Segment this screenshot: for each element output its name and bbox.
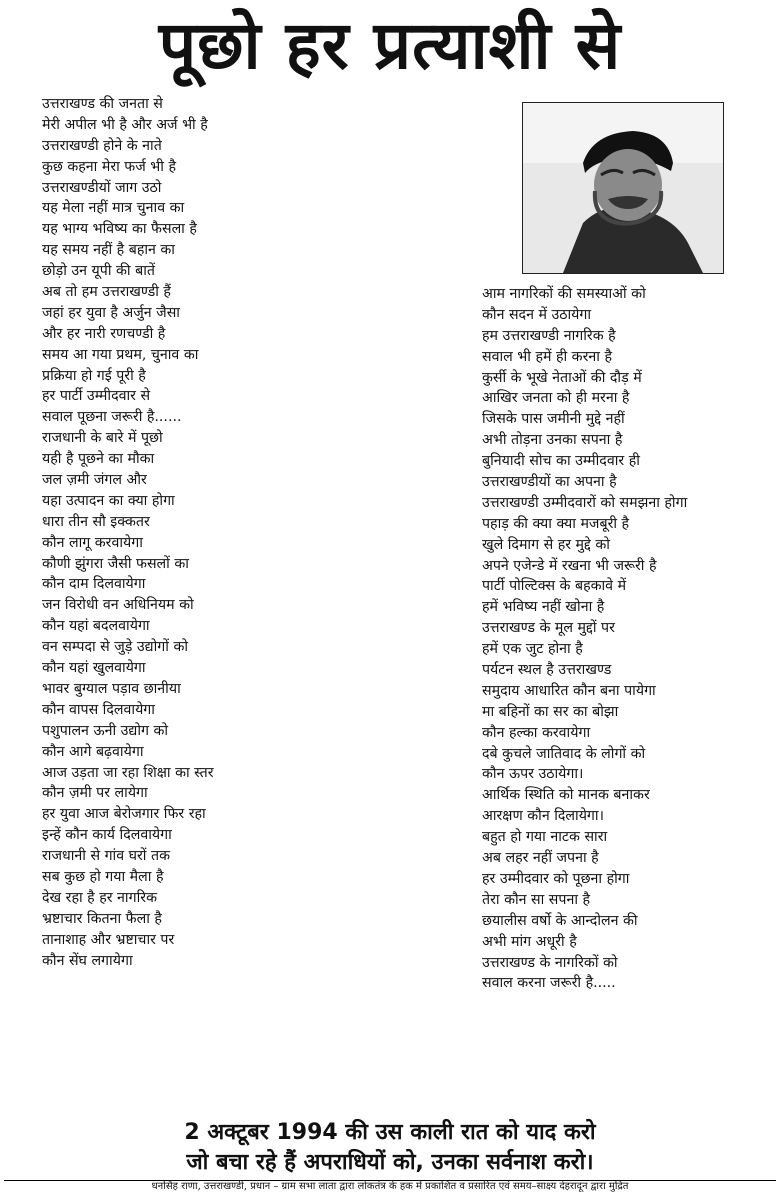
poem-line: यह भाग्य भविष्य का फैसला है [42,221,197,238]
portrait-photo-icon [523,103,723,273]
poem-line: यह मेला नहीं मात्र चुनाव का [42,200,185,217]
poem-line: और हर नारी रणचण्डी है [42,325,166,342]
poem-line: हर पार्टी उम्मीदवार से [42,388,151,405]
poem-line: खुले दिमाग से हर मुद्दे को [482,536,610,553]
poem-line: उत्तराखण्डीयों जाग उठो [42,179,162,196]
poem-line: बुनियादी सोच का उम्मीदवार ही [482,453,640,470]
poem-line: पशुपालन ऊनी उद्योग को [42,722,169,739]
poem-line: कुछ कहना मेरा फर्ज भी है [42,158,176,175]
poem-line: आज उड़ता जा रहा शिक्षा का स्तर [42,764,214,781]
poem-line: प्रक्रिया हो गई पूरी है [42,367,146,384]
poem-line: मेरी अपील भी है और अर्ज भी है [42,116,208,133]
poem-line: हर उम्मीदवार को पूछना होगा [482,870,630,887]
poem-line: अपने एजेन्डे में रखना भी जरूरी है [482,557,657,574]
poem-line: अब तो हम उत्तराखण्डी हैं [42,284,171,301]
poem-line: धारा तीन सौ इक्कतर [42,513,150,530]
poem-line: उत्तराखण्डीयों का अपना है [482,474,617,491]
poem-line: तानाशाह और भ्रष्टाचार पर [42,931,175,948]
poem-line: जल ज़मी जंगल और [42,472,147,489]
footer-credit: धनसिंह राणा, उत्तराखण्डी, प्रधान – ग्राम सभा लाता द्वारा लोकतंत्र के हक में प्रकाशित व प्रसारित एवं समय–साक्ष्य देहरादून द्वारा मुद्रित [151,1181,629,1192]
poem-line: समुदाय आधारित कौन बना पायेगा [482,682,656,699]
portrait-photo [522,102,724,274]
poem-line: कौन सदन में उठायेगा [482,306,592,323]
slogan-line-2: जो बचा रहे हैं अपराधियों को, उनका सर्वनाश करो। [186,1150,594,1175]
poem-line: कौन वापस दिलवायेगा [42,701,155,718]
poem-line: राजधानी से गांव घरों तक [42,848,170,865]
poem-line: वन सम्पदा से जुड़े उद्योगों को [42,639,189,656]
poem-line: पार्टी पोल्टिक्स के बहकावे में [482,578,627,595]
poem-line: हर युवा आज बेरोजगार फिर रहा [42,806,206,823]
poem-line: आखिर जनता को ही मरना है [482,390,630,407]
slogan-line-1: 2 अक्टूबर 1994 की उस काली रात को याद करो [184,1120,596,1145]
poem-line: यह समय नहीं है बहान का [42,242,175,259]
poem-line: दबे कुचले जातिवाद के लोगों को [482,745,646,762]
poem-line: कौन दाम दिलवायेगा [42,576,146,593]
poem-line: कौन ज़मी पर लायेगा [42,785,148,802]
poem-line: भ्रष्टाचार कितना फैला है [42,910,162,927]
poem-line: कौन ऊपर उठायेगा। [482,766,584,783]
poem-line: उत्तराखण्डी उम्मीदवारों को समझना होगा [482,494,688,511]
poem-line: समय आ गया प्रथम, चुनाव का [42,346,199,363]
poem-line: यही है पूछने का मौका [42,451,155,468]
poem-line: पहाड़ की क्या क्या मजबूरी है [482,515,630,532]
poem-line: आर्थिक स्थिति को मानक बनाकर [482,787,650,804]
poem-line: जिसके पास जमीनी मुद्दे नहीं [482,411,625,428]
page-title: पूछो हर प्रत्याशी से [158,7,622,84]
poem-line: तेरा कौन सा सपना है [482,891,591,908]
poem-line: देख रहा है हर नागरिक [42,889,157,906]
poem-line: सवाल करना जरूरी है..... [482,975,616,992]
poem-line: यहा उत्पादन का क्या होगा [42,492,175,509]
poem-line: कौन सेंघ लगायेगा [42,952,133,969]
poem-line: इन्हें कौन कार्य दिलवायेगा [42,827,172,844]
poem-right-column [482,284,772,994]
poem-line: कौन यहां बदलवायेगा [42,618,150,635]
poem-line: आम नागरिकों की समस्याओं को [482,286,646,302]
poem-line: छयालीस वर्षो के आन्दोलन की [482,912,638,929]
poem-line: भावर बुग्याल पड़ाव छानीया [42,680,181,697]
poem-line: सब कुछ हो गया मैला है [42,868,164,885]
poem-line: कौणी झुंगरा जैसी फसलों का [42,555,189,572]
poem-left-column [42,94,462,971]
poem-line: अभी मांग अधूरी है [482,933,577,950]
poem-line: सवाल भी हमें ही करना है [482,348,612,365]
poem-line: कौन हल्का करवायेगा [482,724,591,741]
poem-line: अब लहर नहीं जपना है [482,850,599,867]
poem-line: जहां हर युवा है अर्जुन जैसा [42,304,180,321]
poem-line: बहुत हो गया नाटक सारा [482,829,608,846]
poem-line: छोड़ो उन यूपी की बातें [42,263,155,280]
poem-line: हम उत्तराखण्डी नागरिक है [482,327,616,344]
poem-line: उत्तराखण्ड के नागरिकों को [482,954,618,971]
poem-line: हमें भविष्य नहीं खोना है [482,599,605,616]
poem-line: मा बहिनों का सर का बोझा [482,703,619,720]
poem-line: कौन यहां खुलवायेगा [42,660,146,677]
poem-line: जन विरोधी वन अधिनियम को [42,597,194,614]
poem-line: हमें एक जुट होना है [482,641,583,658]
poem-line: राजधानी के बारे में पूछो [42,430,163,447]
poem-line: उत्तराखण्ड के मूल मुद्दों पर [482,620,615,637]
poem-line: सवाल पूछना जरूरी है...... [42,409,182,426]
poem-line: कुर्सी के भूखे नेताओं की दौड़ में [482,369,642,386]
poem-line: आरक्षण कौन दिलायेगा। [482,808,604,825]
poem-line: अभी तोड़ना उनका सपना है [482,432,623,449]
poem-line: उत्तराखण्ड की जनता से [42,96,163,112]
poem-line: उत्तराखण्डी होने के नाते [42,137,162,154]
poem-line: कौन लागू करवायेगा [42,534,143,551]
poem-line: पर्यटन स्थल है उत्तराखण्ड [482,662,612,679]
poem-line: कौन आगे बढ़वायेगा [42,743,144,760]
